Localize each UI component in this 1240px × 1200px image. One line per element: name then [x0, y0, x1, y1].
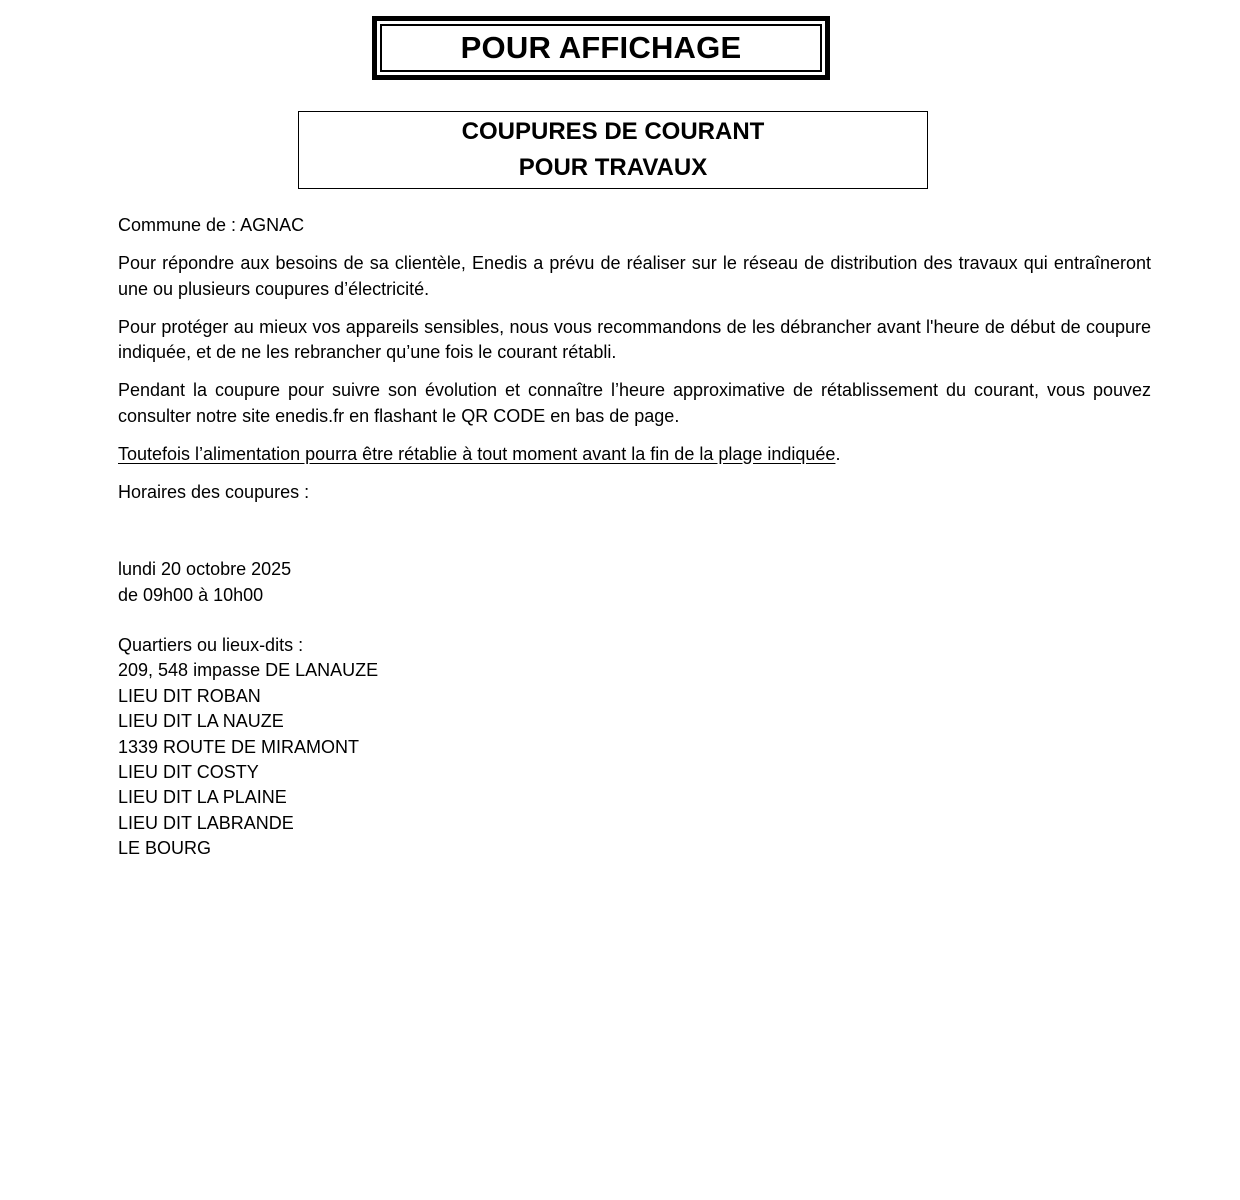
title-box: [298, 111, 928, 189]
title-line-2: POUR TRAVAUX: [518, 154, 708, 181]
title-line-1: COUPURES DE COURANT: [461, 118, 765, 145]
commune-line: Commune de : AGNAC: [118, 215, 305, 235]
place-item: LIEU DIT LA PLAINE: [118, 787, 287, 808]
schedule-block: [118, 557, 291, 608]
place-item: 1339 ROUTE DE MIRAMONT: [118, 736, 360, 757]
schedule-heading: Horaires des coupures :: [118, 481, 310, 502]
paragraph-advice: Pour protéger au mieux vos appareils sensibles, nous vous recommandons de les débrancher avant l'heure de début de coupure indiquée, et de ne les rebrancher qu’une fois le courant rétabli.: [118, 316, 1151, 362]
notice-period: .: [835, 443, 841, 464]
notice-restoration: [118, 442, 1151, 468]
header-title: POUR AFFICHAGE: [380, 24, 822, 72]
place-item: LIEU DIT LA NAUZE: [118, 711, 284, 732]
place-item: LIEU DIT COSTY: [118, 762, 259, 783]
notice-body: [118, 213, 1151, 518]
place-item: LIEU DIT ROBAN: [118, 685, 261, 706]
place-item: LE BOURG: [118, 838, 212, 859]
places-block: [118, 633, 378, 862]
header-frame: [372, 16, 830, 80]
place-item: 209, 548 impasse DE LANAUZE: [118, 660, 379, 681]
paragraph-works: Pour répondre aux besoins de sa clientèle, Enedis a prévu de réaliser sur le réseau de distribution des travaux qui entraîneront une ou plusieurs coupures d’électricité.: [118, 253, 1151, 299]
schedule-date: lundi 20 octobre 2025: [118, 559, 292, 579]
paragraph-tracking: Pendant la coupure pour suivre son évolution et connaître l’heure approximative de rétablissement du courant, vous pouvez consulter notre site enedis.fr en flashant le QR CODE en bas de page.: [118, 380, 1151, 426]
places-heading: Quartiers ou lieux-dits :: [118, 635, 304, 655]
schedule-time: de 09h00 à 10h00: [118, 584, 264, 605]
notice-underlined-text: Toutefois l’alimentation pourra être rétablie à tout moment avant la fin de la plage indiquée: [118, 443, 836, 464]
place-item: LIEU DIT LABRANDE: [118, 812, 294, 833]
